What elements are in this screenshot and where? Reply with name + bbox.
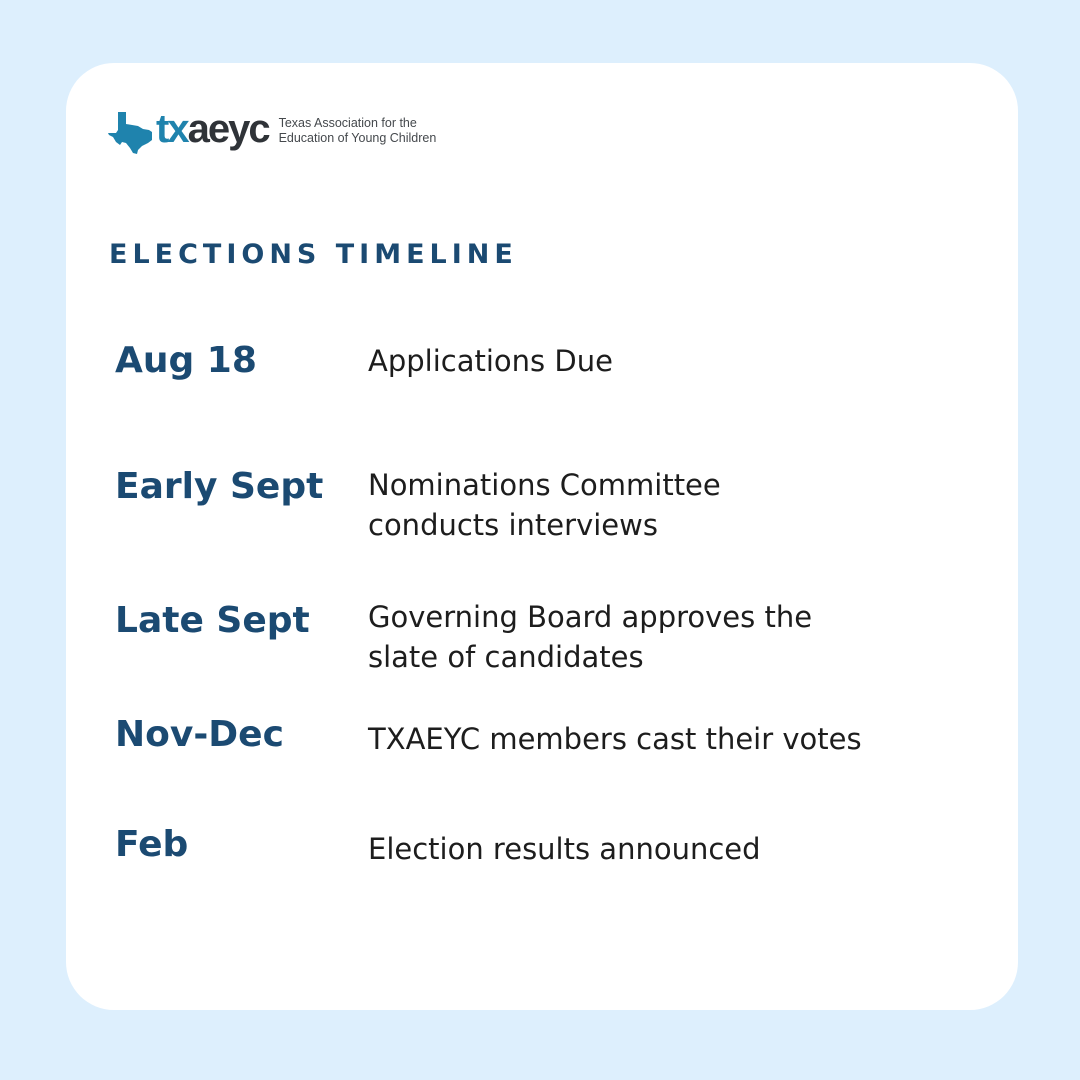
logo-tagline-line1: Texas Association for the [278,116,417,130]
timeline-description-line: Nominations Committee [368,468,721,502]
timeline-description-line: Applications Due [368,344,613,378]
timeline-date: Late Sept [115,600,310,641]
timeline-description-line: Governing Board approves the [368,600,813,634]
timeline-date: Nov-Dec [115,714,284,755]
logo-wordmark-tx: tx [156,107,188,151]
timeline-description [368,341,968,381]
texas-state-icon [108,110,154,154]
timeline-description-line: conducts interviews [368,508,658,542]
timeline-date: Aug 18 [115,340,257,381]
page-title: ELECTIONS TIMELINE [109,239,518,270]
logo-tagline-line2: Education of Young Children [278,131,437,145]
timeline-description-line: TXAEYC members cast their votes [368,722,862,756]
timeline-description [368,719,968,759]
timeline-description [368,829,968,869]
logo-tagline [279,116,437,146]
timeline-date: Early Sept [115,466,324,507]
timeline-description-line: Election results announced [368,832,761,866]
logo-wordmark [156,109,269,149]
txaeyc-logo [108,107,436,157]
logo-wordmark-aeyc: aeyc [187,107,269,151]
timeline-description-line: slate of candidates [368,640,644,674]
timeline-card [66,63,1018,1010]
timeline-description [368,597,968,677]
timeline-date: Feb [115,824,189,865]
timeline-description [368,465,968,545]
